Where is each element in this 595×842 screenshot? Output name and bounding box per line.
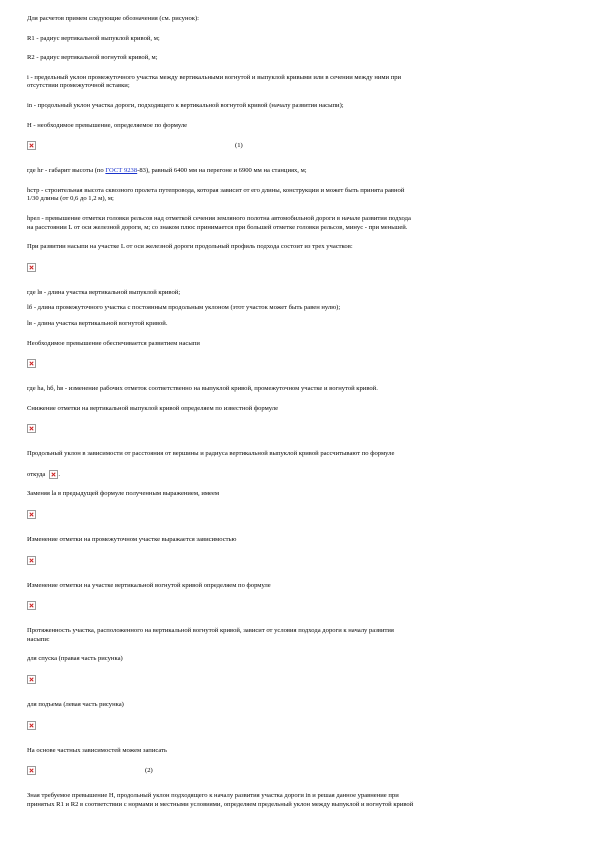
formula-row — [27, 601, 572, 616]
paragraph: Для расчетов примем следующие обозначения (см. рисунок): — [27, 15, 200, 22]
broken-image-icon — [27, 359, 36, 368]
paragraph: На основе частных зависимостей можем записать — [27, 746, 168, 754]
broken-image-icon — [27, 141, 36, 150]
paragraph: Продольный уклон в зависимости от расстояния от вершины и радиуса вертикальной выпуклой кривой рассчитывают по формуле — [27, 450, 395, 458]
broken-image-icon — [27, 424, 36, 433]
paragraph: для подъема (левая часть рисунка) — [27, 701, 124, 709]
paragraph: R1 - радиус вертикальной выпуклой кривой, м; — [27, 34, 160, 42]
broken-image-icon — [27, 601, 36, 610]
paragraph — [27, 167, 572, 176]
broken-image-icon — [27, 766, 36, 775]
gost-link[interactable]: ГОСТ 9238 — [105, 167, 138, 175]
paragraph: Заменяя lа в предыдущей формуле полученным выражением, имеем — [27, 490, 220, 498]
paragraph — [27, 187, 572, 204]
paragraph: lв - длина участка вертикальной вогнутой кривой. — [27, 319, 168, 327]
paragraph-line: принятых R1 и R2 в соответствии с нормами и местными условиями, определяем предельный уклон между выпуклой и вогнутой кривой — [27, 800, 414, 808]
paragraph: При развитии насыпи на участке L от оси железной дороги продольный профиль подхода состоит из трех участков: — [27, 243, 353, 251]
paragraph-line: на расстоянии L от оси железной дороги, м; со знаком плюс принимается при большей отметке головки рельсов, минус - при меньшей. — [27, 223, 408, 231]
paragraph: in - продольный уклон участка дороги, подходящего к вертикальной вогнутой кривой (началу развития насыпи); — [27, 101, 344, 109]
broken-image-icon — [27, 510, 36, 519]
formula-row — [27, 141, 572, 156]
formula-row — [27, 556, 572, 571]
paragraph-line: отсутствии промежуточной вставки; — [27, 82, 130, 90]
paragraph — [27, 627, 572, 644]
formula-row — [27, 263, 572, 278]
broken-image-icon — [49, 470, 58, 479]
equation-number: (1) — [235, 142, 243, 150]
paragraph-text: откуда — [27, 470, 46, 478]
paragraph-line: hрел - превышение отметки головки рельсов над отметкой сечения земляного полотна автомобильной дороги в начале развития подхода — [27, 214, 411, 222]
broken-image-icon — [27, 263, 36, 272]
equation-number: (2) — [145, 767, 153, 775]
paragraph: Изменение отметки на участке вертикальной вогнутой кривой определяем по формуле — [27, 581, 271, 589]
paragraph-line: насыпи: — [27, 635, 50, 643]
formula-row — [27, 510, 572, 525]
formula-row — [27, 766, 572, 781]
broken-image-icon — [27, 721, 36, 730]
paragraph: для спуска (правая часть рисунка) — [27, 655, 123, 663]
paragraph: H - необходимое превышение, определяемое по формуле — [27, 121, 188, 129]
paragraph: R2 - радиус вертикальной вогнутой кривой, м; — [27, 54, 158, 62]
paragraph: Снижение отметки на вертикальной выпуклой кривой определяем по известной формуле — [27, 404, 279, 412]
paragraph-line: Протяженность участка, расположенного на вертикальной вогнутой кривой, зависит от условия подхода дороги к началу развития — [27, 627, 394, 635]
document-page — [27, 15, 572, 820]
formula-row — [27, 424, 572, 439]
paragraph — [27, 74, 572, 91]
broken-image-icon — [27, 675, 36, 684]
paragraph: lб - длина промежуточного участка с постоянным продольным уклоном (этот участок может быть равен нулю); — [27, 304, 341, 312]
paragraph-text: -83), равный 6400 мм на перегоне и 6900 мм на станциях, м; — [137, 167, 307, 175]
paragraph: Изменение отметки на промежуточном участке выражается зависимостью — [27, 536, 237, 544]
paragraph — [27, 215, 572, 232]
paragraph-line: hстр - строительная высота сквозного пролета путепровода, которая зависит от его длины, конструкции и может быть принята равной — [27, 186, 405, 194]
paragraph: откуда . — [27, 470, 61, 478]
paragraph: где lв - длина участка вертикальной выпуклой кривой; — [27, 288, 181, 296]
paragraph-line: Зная требуемое превышение H, продольный уклон подходящего к началу развития участка дороги in и решая данное уравнение при — [27, 792, 399, 800]
paragraph — [27, 792, 572, 809]
formula-row — [27, 675, 572, 690]
paragraph-text: где hг - габарит высоты (по — [27, 167, 104, 175]
broken-image-icon — [27, 556, 36, 565]
formula-row — [27, 721, 572, 736]
formula-row — [27, 359, 572, 374]
paragraph-line: 1/30 длины (от 0,6 до 1,2 м), м; — [27, 195, 114, 203]
paragraph-line: i - предельный уклон промежуточного участка между вертикальными вогнутой и выпуклой кривыми или в сечении между ними при — [27, 73, 402, 81]
paragraph: где hа, hб, hв - изменение рабочих отметок соответственно на выпуклой кривой, промежуточном участке и вогнутой кривой. — [27, 385, 378, 393]
paragraph: Необходимое превышение обеспечивается развитием насыпи — [27, 339, 200, 347]
